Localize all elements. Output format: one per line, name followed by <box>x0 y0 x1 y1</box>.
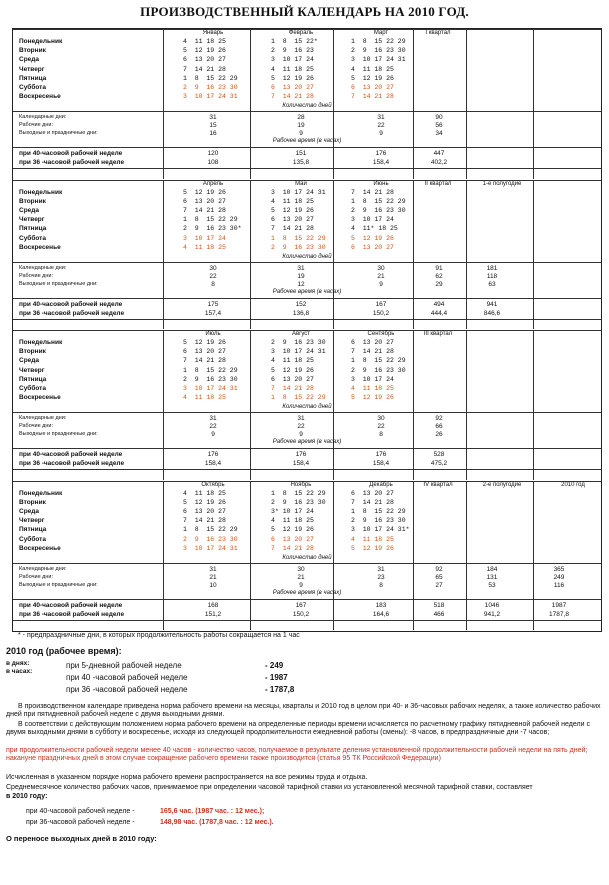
day-name: Пятница <box>19 74 47 82</box>
month-week-row: 1 8 15 22* <box>271 38 318 45</box>
month-week-row: 1 8 15 22 29 <box>271 489 326 497</box>
day-name: Понедельник <box>19 188 63 196</box>
hours-value: 402,2 <box>430 159 448 166</box>
stat-value: 31 <box>209 565 217 573</box>
month-week-row: 2 9 16 23 30 <box>183 84 238 91</box>
year-title: 2010 год (рабочее время): <box>6 646 122 656</box>
month-week-row: 4 11 18 25 <box>271 65 314 73</box>
month-week-row: 3 10 17 24 31 <box>183 544 238 552</box>
stat-value: 19 <box>297 122 305 129</box>
stat-value: 8 <box>211 280 215 288</box>
year-row-value: - 249 <box>265 661 284 670</box>
month-header: Сентябрь <box>367 331 395 337</box>
day-name: Пятница <box>19 526 47 534</box>
paragraph: В производственном календаре приведена норма рабочего времени на месяцы, кварталы и 2010 год в целом при 40- и 36-часовых рабочих неделях, а также количество рабочих дней при пятидневной рабочей неделе с двумя выходными днями. <box>6 703 601 719</box>
stat-value: 9 <box>211 431 215 438</box>
hours-value: 176 <box>375 451 387 458</box>
day-name: Среда <box>19 56 40 64</box>
stat-value: 22 <box>377 423 385 430</box>
day-name: Пятница <box>19 225 47 233</box>
stat-value: 30 <box>377 415 385 422</box>
day-name: Суббота <box>19 234 46 242</box>
month-week-row: 5 12 19 26 <box>351 544 394 552</box>
stat-value: 26 <box>435 431 443 438</box>
page-title: ПРОИЗВОДСТВЕННЫЙ КАЛЕНДАРЬ НА 2010 ГОД. <box>140 4 469 19</box>
hours-value: 1987 <box>551 601 567 609</box>
count-days-caption: Количество дней <box>282 103 332 109</box>
hours-value: 108 <box>207 159 219 166</box>
month-week-row: 7 14 21 28 <box>351 188 394 196</box>
month-week-row: 6 13 20 27 <box>271 216 314 224</box>
month-week-row: 5 12 19 26 <box>183 498 226 506</box>
month-week-row: 1 8 15 22 29 <box>183 74 238 82</box>
month-week-row: 3 10 17 24 <box>351 216 394 224</box>
month-week-row: 2 9 16 23 30* <box>183 225 242 233</box>
hours-label: при 36 -часовой рабочей неделе <box>19 610 125 618</box>
stat-value: 131 <box>486 573 498 581</box>
stat-value: 21 <box>209 573 217 581</box>
hours-value: 518 <box>433 601 445 609</box>
quarter-header: II квартал <box>424 180 452 187</box>
paragraph: Среднемесячное количество рабочих часов, принимаемое при определении часовой тарифной ставки из установленной месячной тарифной ставки, составляет <box>6 784 533 791</box>
in-hours-label: в часах: <box>6 668 33 675</box>
stat-value: 63 <box>488 280 496 288</box>
stat-label: Календарные дни: <box>19 415 67 421</box>
month-week-row: 5 12 19 26 <box>351 394 394 402</box>
stat-value: 9 <box>299 130 303 137</box>
month-week-row: 4 11 18 25 <box>271 357 314 365</box>
stat-value: 116 <box>553 581 565 589</box>
stat-value: 31 <box>209 415 217 422</box>
stat-value: 9 <box>379 280 383 288</box>
month-week-row: 4 11 18 25 <box>183 489 226 497</box>
day-name: Вторник <box>19 47 46 55</box>
avg36-label: при 36-часовой рабочей неделе - <box>26 819 135 826</box>
month-week-row: 3* 10 17 24 <box>271 507 314 515</box>
day-name: Воскресенье <box>19 93 61 101</box>
month-header: Октябрь <box>201 481 225 488</box>
footnote: * - предпраздничные дни, в которых продолжительность работы сокращается на 1 час <box>18 632 300 639</box>
hours-value: 447 <box>433 150 445 157</box>
hours-label: при 40-часовой рабочей неделе <box>19 150 123 157</box>
month-week-row: 6 13 20 27 <box>351 84 394 91</box>
month-week-row: 6 13 20 27 <box>183 197 226 205</box>
month-week-row: 6 13 20 27 <box>183 56 226 64</box>
day-name: Суббота <box>19 385 46 392</box>
month-week-row: 1 8 15 22 29 <box>351 197 406 205</box>
hours-value: 466 <box>433 610 445 618</box>
stat-value: 249 <box>553 573 565 581</box>
month-week-row: 7 14 21 28 <box>271 544 314 552</box>
hours-value: 167 <box>375 300 387 308</box>
day-name: Суббота <box>19 84 46 91</box>
stat-label: Выходные и праздничные дни: <box>19 280 98 287</box>
month-week-row: 2 9 16 23 30 <box>351 517 406 525</box>
work-time-caption: Рабочее время (в часах) <box>272 589 342 596</box>
month-week-row: 3 10 17 24 31 <box>183 93 238 101</box>
stat-value: 92 <box>435 565 443 573</box>
hours-value: 183 <box>375 601 387 609</box>
hours-value: 176 <box>295 451 307 458</box>
stat-value: 27 <box>435 581 443 589</box>
month-week-row: 4 11 18 25 <box>351 535 394 543</box>
day-name: Понедельник <box>19 38 63 45</box>
month-week-row: 3 10 17 24 31* <box>351 526 410 534</box>
row-divider <box>13 599 601 600</box>
month-week-row: 6 13 20 27 <box>351 339 394 346</box>
hours-value: 120 <box>207 150 219 157</box>
stat-value: 34 <box>435 130 443 137</box>
month-week-row: 4 11 18 25 <box>183 38 226 45</box>
hours-value: 1046 <box>484 601 500 609</box>
avg36-value: 148,98 час. (1787,8 час. : 12 мес.). <box>160 819 274 826</box>
month-week-row: 6 13 20 27 <box>183 348 226 356</box>
stat-value: 28 <box>297 114 305 121</box>
hours-value: 150,2 <box>292 610 310 618</box>
stat-value: 16 <box>209 130 217 137</box>
year-row-value: - 1787,8 <box>265 685 295 694</box>
stat-label: Календарные дни: <box>19 264 67 271</box>
stat-value: 31 <box>377 565 385 573</box>
day-name: Пятница <box>19 375 47 383</box>
quarter-header: IV квартал <box>423 481 453 488</box>
month-week-row: 4 11 18 25 <box>183 243 226 251</box>
section-divider <box>13 319 601 320</box>
paragraph: В соответствии с действующим положением норма рабочего времени на определенные периоды времени исчисляется по расчетному графику пятидневной рабочей недели с двумя выходными днями в субботу и воскресенье, исходя из следующей продолжительности ежедневной работы (смены): -8 часов, в предпраздничные дни -7 часов; <box>6 721 590 737</box>
stat-value: 22 <box>377 122 385 129</box>
hours-value: 846,6 <box>483 309 501 317</box>
work-time-caption: Рабочее время (в часах) <box>272 138 342 144</box>
month-week-row: 6 13 20 27 <box>351 489 394 497</box>
row-divider <box>13 412 601 413</box>
hours-label: при 36 -часовой рабочей неделе <box>19 159 125 166</box>
month-week-row: 3 10 17 24 <box>183 234 226 242</box>
hours-value: 167 <box>295 601 307 609</box>
day-name: Вторник <box>19 197 46 205</box>
month-week-row: 7 14 21 28 <box>183 206 226 214</box>
stat-value: 118 <box>486 272 498 280</box>
hours-value: 494 <box>433 300 445 308</box>
stat-value: 15 <box>209 122 217 129</box>
stat-value: 31 <box>377 114 385 121</box>
month-week-row: 5 12 19 26 <box>271 206 314 214</box>
month-week-row: 7 14 21 28 <box>271 385 314 392</box>
count-days-caption: Количество дней <box>282 404 332 410</box>
stat-value: 30 <box>297 565 305 573</box>
month-week-row: 7 14 21 28 <box>271 93 314 101</box>
hours-value: 152 <box>295 300 307 308</box>
month-week-row: 7 14 21 28 <box>183 357 226 365</box>
month-week-row: 6 13 20 27 <box>351 243 394 251</box>
month-week-row: 2 9 16 23 30 <box>271 339 326 346</box>
calendar-frame <box>12 28 602 632</box>
month-header: Январь <box>202 30 224 36</box>
day-name: Вторник <box>19 348 46 356</box>
stat-value: 22 <box>297 423 305 430</box>
stat-value: 8 <box>379 581 383 589</box>
day-name: Четверг <box>19 65 45 73</box>
month-week-row: 2 9 16 23 30 <box>271 243 326 251</box>
day-name: Четверг <box>19 366 45 374</box>
month-week-row: 7 14 21 28 <box>183 65 226 73</box>
hours-value: 475,2 <box>430 460 448 467</box>
month-week-row: 2 9 16 23 30 <box>351 206 406 214</box>
day-name: Суббота <box>19 535 46 543</box>
stat-value: 21 <box>297 573 305 581</box>
stat-label: Рабочие дни: <box>19 423 54 429</box>
stat-label: Выходные и праздничные дни: <box>19 581 98 588</box>
stat-value: 8 <box>379 431 383 438</box>
month-week-row: 5 12 19 26 <box>351 234 394 242</box>
month-header: Август <box>291 331 311 337</box>
month-week-row: 5 12 19 26 <box>271 526 314 534</box>
stat-value: 19 <box>297 272 305 280</box>
month-week-row: 2 9 16 23 30 <box>271 498 326 506</box>
row-divider <box>13 111 601 112</box>
month-week-row: 2 9 16 23 30 <box>351 47 406 55</box>
row-divider <box>13 147 601 148</box>
month-week-row: 2 9 16 23 30 <box>183 535 238 543</box>
hours-value: 941,2 <box>483 610 501 618</box>
year-row-label: при 5-дневной рабочей неделе <box>66 661 182 670</box>
quarter-header: I квартал <box>425 30 451 36</box>
year-row-label: при 40 -часовой рабочей неделе <box>66 673 188 682</box>
month-week-row: 4 11 18 25 <box>351 65 394 73</box>
month-week-row: 1 8 15 22 29 <box>351 507 406 515</box>
paragraph-red: при продолжительности рабочей недели менее 40 часов - количество часов, получаемое в результате деления установленной продолжительности рабочей недели на пять дней; накануне праздничных дней в этом случае сокращение рабочего времени также производится (статья 95 ТК Российской Федерации) <box>6 747 588 763</box>
stat-value: 30 <box>377 264 385 272</box>
stat-value: 181 <box>486 264 498 272</box>
day-name: Среда <box>19 206 40 214</box>
day-name: Среда <box>19 357 40 365</box>
month-week-row: 4 11 18 25 <box>271 197 314 205</box>
stat-label: Календарные дни: <box>19 114 67 120</box>
month-week-row: 1 8 15 22 29 <box>183 526 238 534</box>
stat-label: Рабочие дни: <box>19 272 54 279</box>
hours-value: 158,4 <box>204 460 222 467</box>
month-header: Февраль <box>288 30 314 36</box>
day-name: Воскресенье <box>19 243 61 251</box>
month-week-row: 4 11 18 25 <box>183 394 226 402</box>
stat-value: 9 <box>299 431 303 438</box>
month-week-row: 2 9 16 23 30 <box>183 375 238 383</box>
stat-value: 30 <box>209 264 217 272</box>
avg40-label: при 40-часовой рабочей неделе - <box>26 808 135 815</box>
month-week-row: 1 8 15 22 29 <box>271 394 326 402</box>
month-week-row: 5 12 19 26 <box>271 74 314 82</box>
month-week-row: 4 11 18 25 <box>271 517 314 525</box>
stat-value: 10 <box>209 581 217 589</box>
stat-value: 29 <box>435 280 443 288</box>
hours-value: 164,6 <box>372 610 390 618</box>
month-week-row: 1 8 15 22 29 <box>351 357 406 365</box>
day-name: Воскресенье <box>19 544 61 552</box>
hours-value: 175 <box>207 300 219 308</box>
hours-value: 176 <box>375 150 387 157</box>
hours-value: 150,2 <box>372 309 390 317</box>
month-header: Декабрь <box>369 481 393 488</box>
count-days-caption: Количество дней <box>282 253 332 260</box>
stat-value: 22 <box>209 272 217 280</box>
stat-label: Рабочие дни: <box>19 122 54 128</box>
stat-value: 91 <box>435 264 443 272</box>
year-header: 2010 год <box>561 481 585 488</box>
month-week-row: 3 10 17 24 31 <box>183 385 238 392</box>
stat-value: 31 <box>297 415 305 422</box>
stat-value: 9 <box>299 581 303 589</box>
month-week-row: 6 13 20 27 <box>271 535 314 543</box>
day-name: Четверг <box>19 216 45 224</box>
month-week-row: 7 14 21 28 <box>351 498 394 506</box>
month-week-row: 2 9 16 23 <box>271 47 314 55</box>
stat-label: Календарные дни: <box>19 565 67 572</box>
month-week-row: 5 12 19 26 <box>183 339 226 346</box>
month-week-row: 4 11 18 25 <box>351 385 394 392</box>
month-header: Май <box>295 180 307 187</box>
month-week-row: 2 9 16 23 30 <box>351 366 406 374</box>
stat-value: 22 <box>209 423 217 430</box>
month-week-row: 5 12 19 26 <box>183 188 226 196</box>
transfer-heading: О переносе выходных дней в 2010 году: <box>6 834 157 843</box>
section-divider <box>13 469 601 470</box>
month-week-row: 5 12 19 26 <box>183 47 226 55</box>
quarter-header: III квартал <box>423 331 453 337</box>
year-row-value: - 1987 <box>265 673 288 682</box>
stat-label: Рабочие дни: <box>19 573 54 580</box>
day-name: Воскресенье <box>19 394 61 402</box>
hours-value: 151,2 <box>204 610 222 618</box>
halfyear-header: 2-е полугодие <box>482 481 522 488</box>
count-days-caption: Количество дней <box>282 554 332 561</box>
month-week-row: 3 10 17 24 31 <box>271 348 326 356</box>
row-divider <box>13 448 601 449</box>
hours-value: 158,4 <box>372 159 390 166</box>
stat-value: 31 <box>297 264 305 272</box>
stat-value: 31 <box>209 114 217 121</box>
month-week-row: 1 8 15 22 29 <box>351 38 406 45</box>
paragraph: Исчисленная в указанном порядке норма рабочего времени распространяется на все режимы труда и отдыха. <box>6 774 368 781</box>
month-week-row: 7 14 21 28 <box>351 348 394 356</box>
month-header: Июнь <box>373 180 389 187</box>
hours-label: при 36 -часовой рабочей неделе <box>19 309 125 317</box>
hours-value: 157,4 <box>204 309 222 317</box>
stat-label: Выходные и праздничные дни: <box>19 130 98 136</box>
day-name: Четверг <box>19 517 45 525</box>
in-days-label: в днях: <box>6 660 30 667</box>
hours-label: при 40-часовой рабочей неделе <box>19 451 123 458</box>
month-header: Ноябрь <box>290 481 312 488</box>
row-divider <box>13 563 601 564</box>
hours-value: 158,4 <box>372 460 390 467</box>
month-week-row: 4 11* 18 25 <box>351 225 398 233</box>
month-week-row: 1 8 15 22 29 <box>183 366 238 374</box>
work-time-caption: Рабочее время (в часах) <box>272 439 342 445</box>
month-header: Апрель <box>202 180 224 187</box>
stat-value: 62 <box>435 272 443 280</box>
day-name: Понедельник <box>19 489 63 497</box>
stat-value: 23 <box>377 573 385 581</box>
stat-value: 56 <box>435 122 443 129</box>
avg40-value: 165,6 час. (1987 час. : 12 мес.); <box>160 808 265 815</box>
stat-value: 21 <box>377 272 385 280</box>
hours-value: 136,8 <box>292 309 310 317</box>
stat-value: 65 <box>435 573 443 581</box>
month-week-row: 5 12 19 26 <box>351 74 394 82</box>
hours-value: 158,4 <box>292 460 310 467</box>
hours-value: 528 <box>433 451 445 458</box>
month-week-row: 6 13 20 27 <box>183 507 226 515</box>
month-week-row: 1 8 15 22 29 <box>183 216 238 224</box>
month-header: Июль <box>205 331 221 337</box>
month-week-row: 3 10 17 24 31 <box>271 188 326 196</box>
stat-value: 184 <box>486 565 498 573</box>
hours-value: 444,4 <box>430 309 448 317</box>
month-week-row: 1 8 15 22 29 <box>271 234 326 242</box>
hours-label: при 40-часовой рабочей неделе <box>19 300 123 308</box>
stat-value: 12 <box>297 280 305 288</box>
year-row-label: при 36 -часовой рабочей неделе <box>66 685 188 694</box>
stat-value: 53 <box>488 581 496 589</box>
month-week-row: 7 14 21 28 <box>351 93 394 101</box>
work-time-caption: Рабочее время (в часах) <box>272 288 342 295</box>
month-week-row: 6 13 20 27 <box>271 84 314 91</box>
month-week-row: 5 12 19 26 <box>271 366 314 374</box>
month-week-row: 3 10 17 24 31 <box>351 56 406 64</box>
hours-label: при 40-часовой рабочей неделе <box>19 601 123 609</box>
stat-value: 9 <box>379 130 383 137</box>
month-week-row: 7 14 21 28 <box>183 517 226 525</box>
hours-value: 135,8 <box>292 159 310 166</box>
hours-label: при 36 -часовой рабочей неделе <box>19 460 125 467</box>
stat-value: 92 <box>435 415 443 422</box>
section-divider <box>13 620 601 621</box>
stat-value: 365 <box>553 565 565 573</box>
month-week-row: 6 13 20 27 <box>271 375 314 383</box>
hours-value: 1787,8 <box>549 610 569 618</box>
day-name: Среда <box>19 507 40 515</box>
day-name: Вторник <box>19 498 46 506</box>
section-divider <box>13 168 601 169</box>
month-header: Март <box>373 30 389 36</box>
stat-value: 66 <box>435 423 443 430</box>
paragraph-year: в 2010 году: <box>6 793 48 800</box>
month-week-row: 7 14 21 28 <box>271 225 314 233</box>
row-divider <box>13 262 601 263</box>
halfyear-header: 1-е полугодие <box>482 180 522 187</box>
hours-value: 941 <box>486 300 498 308</box>
row-divider <box>13 298 601 299</box>
stat-value: 90 <box>435 114 443 121</box>
day-name: Понедельник <box>19 339 63 346</box>
month-week-row: 3 10 17 24 <box>271 56 314 64</box>
month-week-row: 3 10 17 24 <box>351 375 394 383</box>
hours-value: 151 <box>295 150 307 157</box>
stat-label: Выходные и праздничные дни: <box>19 431 98 437</box>
hours-value: 168 <box>207 601 219 609</box>
hours-value: 176 <box>207 451 219 458</box>
